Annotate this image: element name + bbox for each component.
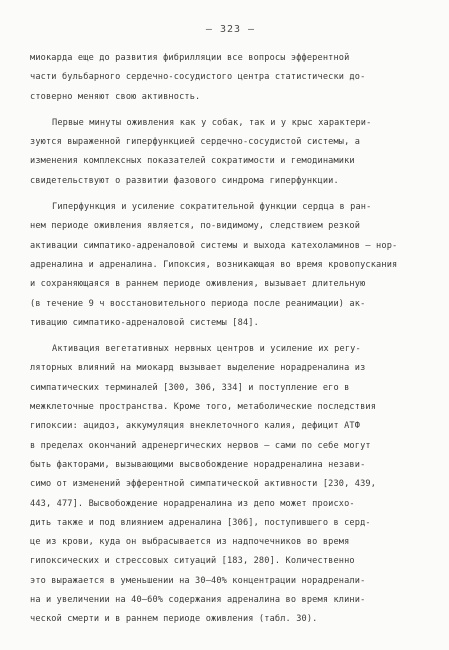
paragraph (30, 198, 431, 333)
text-line: гипоксических и стрессовых ситуаций [183, 280]. Количественно (30, 556, 355, 567)
text-line: (в течение 9 ч восстановительного периода после реанимации) ак- (30, 298, 366, 309)
text-line: зуются выраженной гиперфункцией сердечно-сосудистой системы, а (30, 137, 361, 148)
text-line: миокарда еще до развития фибрилляции все вопросы эфферентной (30, 53, 350, 63)
text-line: на и увеличении на 40—60% содержания адреналина во время клини- (30, 595, 366, 606)
text-line: адреналина и адреналина. Гипоксия, возникающая во время кровопускания (30, 259, 398, 270)
text-line: это выражается в уменьшении на 30—40% концентрации норадренали- (30, 575, 366, 586)
text-line: быть факторами, вызывающими высвобождение норадреналина незави- (30, 459, 366, 470)
text-line: Активация вегетативных нервных центров и усиление их регу- (52, 344, 361, 355)
text-line: стоверно меняют свою активность. (30, 91, 201, 102)
text-line: части бульбарного сердечно-сосудистого центра статистически до- (30, 72, 366, 83)
document-body (30, 49, 431, 630)
text-line: дить также и под влиянием адреналина [306], поступившего в серд- (30, 517, 371, 528)
paragraph (30, 340, 431, 629)
text-line: межклеточные пространства. Кроме того, метаболические последствия (30, 402, 377, 413)
text-line: ческой смерти и в раннем периоде оживления (табл. 30). (30, 614, 318, 625)
text-line: 443, 477]. Высвобождение норадреналина из депо может происхо- (30, 498, 355, 509)
text-line: гипоксии: ацидоз, аккумуляция внеклеточного калия, дефицит АТФ (30, 421, 361, 432)
text-line: ляторных влияний на миокард вызывает выделение норадреналина из (30, 363, 366, 374)
paragraph (30, 49, 431, 107)
text-line: активации симпатико-адреналовой системы и выхода катехоламинов — нор- (30, 240, 398, 251)
text-line: симпатических терминалей [300, 306, 334] и поступление его в (30, 382, 350, 393)
text-line: це из крови, куда он выбрасывается из надпочечников во время (30, 537, 350, 548)
text-line: Первые минуты оживления как у собак, так и у крыс характери- (52, 117, 372, 128)
text-line: нем периоде оживления является, по-видимому, следствием резкой (30, 221, 361, 232)
text-line: симо от изменений эфферентной симпатической активности [230, 439, (30, 479, 377, 490)
text-line: изменения комплексных показателей сократимости и гемодинамики (30, 156, 355, 167)
text-line: Гиперфункция и усиление сократительной функции сердца в ран- (52, 202, 372, 213)
text-line: в пределах окончаний адренергических нервов — сами по себе могут (30, 440, 371, 451)
page-number: – 323 – (205, 24, 256, 35)
text-line: свидетельствуют о развитии фазового синдрома гиперфункции. (30, 175, 339, 186)
text-line: тивацию симпатико-адреналовой системы [84]. (30, 317, 259, 328)
text-line: и сохраняющаяся в раннем периоде оживления, вызывает длительную (30, 279, 366, 290)
paragraph (30, 114, 431, 191)
